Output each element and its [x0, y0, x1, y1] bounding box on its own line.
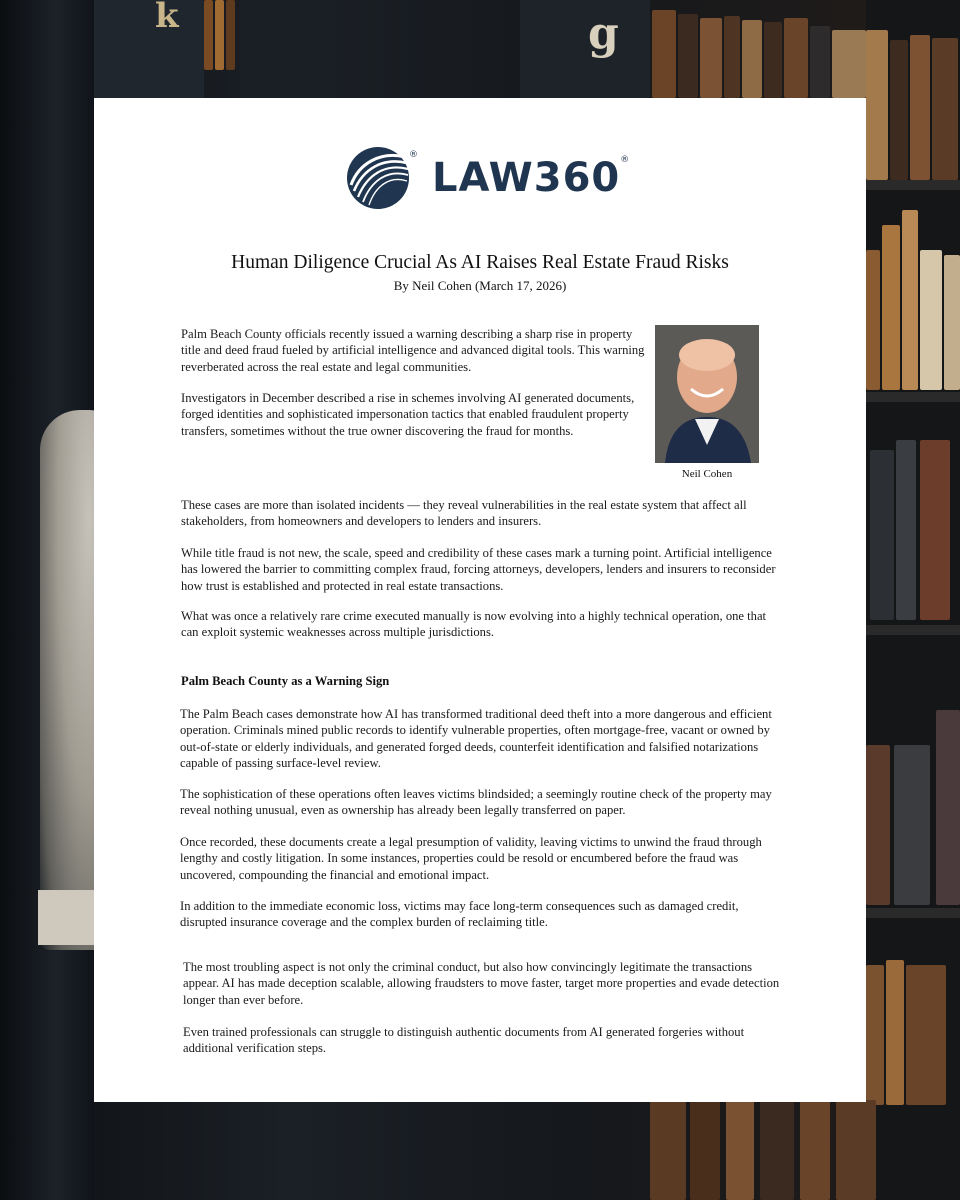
article-paragraph: While title fraud is not new, the scale, speed and credibility of these cases mark a turning point. Artificial intelligence has lowered the barrier to committing complex fraud, forcing attorneys, developers, lenders and insurers to reconsider how trust is established and protected in real estate transactions.	[181, 546, 776, 593]
shelf-column	[240, 0, 310, 100]
article-paragraph: Palm Beach County officials recently issued a warning describing a sharp rise in property title and deed fraud fueled by artificial intelligence and advanced digital tools. This warning reverberated across the real estate and legal communities.	[181, 327, 645, 374]
article-card	[94, 98, 866, 1102]
right-bookshelf	[866, 0, 960, 1200]
section-heading: Palm Beach County as a Warning Sign	[181, 674, 390, 688]
book-spine	[760, 1100, 794, 1200]
book-spine	[866, 745, 890, 905]
shelf-column	[520, 0, 650, 100]
logo-registered-mark: ®	[409, 150, 418, 160]
book-spine	[726, 1100, 754, 1200]
article-byline: By Neil Cohen (March 17, 2026)	[393, 278, 567, 293]
book-spine	[882, 225, 900, 390]
article-paragraph: The most troubling aspect is not only the criminal conduct, but also how convincingly legitimate the transactions appear. AI has made deception scalable, allowing fraudsters to move faster, target more properties and evade detection longer than ever before.	[183, 960, 780, 1007]
book-spine	[890, 40, 908, 180]
book-spine	[800, 1100, 830, 1200]
book-spine	[836, 1100, 876, 1200]
article-paragraph: The sophistication of these operations often leaves victims blindsided; a seemingly routine check of the property may reveal nothing unusual, even as ownership has already been legally transferred on paper.	[180, 787, 772, 818]
article-title: Human Diligence Crucial As AI Raises Real Estate Fraud Risks	[231, 252, 729, 273]
shelf-letter: k	[155, 0, 179, 36]
author-portrait-icon	[655, 325, 759, 463]
book-spine	[866, 30, 888, 180]
article-paragraph: In addition to the immediate economic loss, victims may face long-term consequences such as damaged credit, disrupted insurance coverage and the complex burden of reclaiming title.	[180, 899, 739, 930]
book-spine	[906, 965, 946, 1105]
book-spine	[866, 965, 884, 1105]
shelf-board	[866, 625, 960, 635]
book-spine	[832, 30, 866, 98]
book-spine	[896, 440, 916, 620]
article-paragraph: Even trained professionals can struggle to distinguish authentic documents from AI generated forgeries without additional verification steps.	[183, 1025, 745, 1056]
logo-text: LAW360	[432, 155, 621, 201]
logo-wordmark	[432, 155, 630, 201]
shelf-board	[866, 908, 960, 918]
book-spine	[784, 18, 808, 98]
book-spine	[810, 26, 830, 98]
book-spine	[902, 210, 918, 390]
book-spine	[690, 1100, 720, 1200]
logo-registered-mark: ®	[620, 155, 631, 165]
article-paragraph: What was once a relatively rare crime executed manually is now evolving into a highly technical operation, one that can exploit systemic weaknesses across multiple jurisdictions.	[181, 609, 767, 640]
bust-pedestal	[38, 890, 98, 945]
book-spine	[700, 18, 722, 98]
book-spine	[936, 710, 960, 905]
author-photo	[655, 325, 759, 463]
book-spine	[910, 35, 930, 180]
article-paragraph: Once recorded, these documents create a legal presumption of validity, leaving victims to unwind the fraud through lengthy and costly litigation. In some instances, properties could be resold or encumbered before the fraud was uncovered, compounding the financial and emotional impact.	[180, 835, 762, 882]
article-paragraph: The Palm Beach cases demonstrate how AI has transformed traditional deed theft into a more dangerous and efficient operation. Criminals mined public records to identify vulnerable properties, often mortgage-free, vacant or owned by out-of-state or elderly individuals, and generated forged deeds, counterfeit identification and falsified notarizations capable of passing surface-level review.	[180, 707, 772, 770]
shelf-column	[94, 0, 204, 100]
book-spine	[215, 0, 224, 70]
article-paragraph: Investigators in December described a rise in schemes involving AI generated documents, forged identities and sophisticated impersonation tactics that enabled fraudulent property transfers, sometimes without the true owner discovering the fraud for months.	[181, 391, 635, 438]
book-spine	[894, 745, 930, 905]
book-spine	[742, 20, 762, 98]
book-spine	[204, 0, 213, 70]
book-spine	[226, 0, 235, 70]
book-spine	[866, 250, 880, 390]
photo-caption: Neil Cohen	[681, 468, 733, 480]
book-spine	[650, 1100, 686, 1200]
book-spine	[920, 250, 942, 390]
article-paragraph: These cases are more than isolated incidents — they reveal vulnerabilities in the real estate system that affect all stakeholders, from homeowners and developers to lenders and insurers.	[181, 498, 747, 529]
shelf-board	[866, 180, 960, 190]
book-spine	[870, 450, 894, 620]
bottom-bookshelf	[640, 1100, 960, 1200]
shelf-board	[866, 392, 960, 402]
book-spine	[764, 22, 782, 98]
shelf-letter: g	[588, 8, 619, 59]
book-spine	[678, 14, 698, 98]
book-spine	[920, 440, 950, 620]
book-spine	[724, 16, 740, 98]
book-spine	[886, 960, 904, 1105]
book-spine	[944, 255, 960, 390]
book-spine	[932, 38, 958, 180]
book-spine	[652, 10, 676, 98]
